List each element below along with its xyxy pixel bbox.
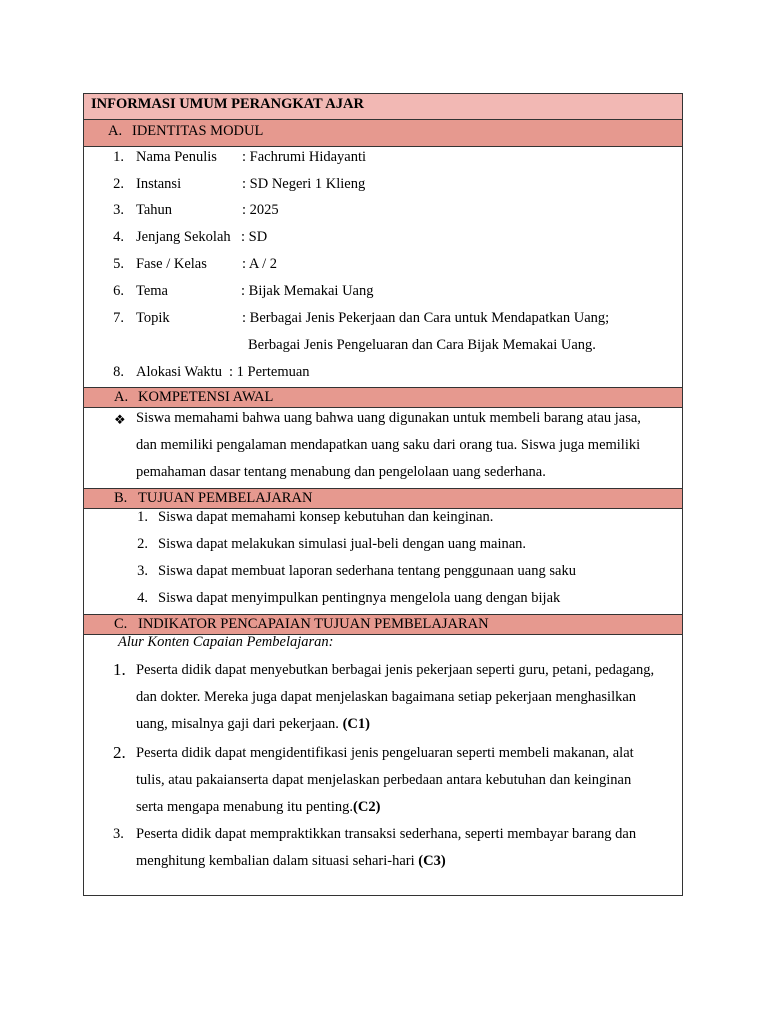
- item-value: : Berbagai Jenis Pekerjaan dan Cara untuk Mendapatkan Uang;: [242, 310, 610, 326]
- item-label: Instansi: [136, 176, 182, 192]
- kompetensi-line: pemahaman dasar tentang menabung dan pengelolaan uang sederhana.: [136, 464, 546, 480]
- indikator-line: Peserta didik dapat mempraktikkan transaksi sederhana, seperti membayar barang dan: [136, 826, 637, 842]
- item-number: 3.: [137, 563, 148, 579]
- item-number: 3.: [113, 202, 124, 218]
- section-title: KOMPETENSI AWAL: [138, 389, 274, 405]
- item-number: 8.: [113, 364, 124, 380]
- item-value: : SD: [241, 229, 268, 245]
- item-value: : 1 Pertemuan: [229, 364, 310, 380]
- section-title: IDENTITAS MODUL: [132, 123, 264, 139]
- indikator-code: (C2): [353, 799, 381, 815]
- table-title: INFORMASI UMUM PERANGKAT AJAR: [91, 96, 364, 112]
- identitas-row-continuation: [84, 335, 684, 362]
- indikator-line: dan dokter. Mereka juga dapat menjelaskan bagaimana setiap pekerjaan menghasilkan: [136, 689, 637, 705]
- item-text: Siswa dapat membuat laporan sederhana tentang penggunaan uang saku: [158, 563, 576, 579]
- kompetensi-line: dan memiliki pengalaman mendapatkan uang saku dari orang tua. Siswa juga memiliki: [136, 437, 641, 453]
- item-value: : Bijak Memakai Uang: [241, 283, 374, 299]
- item-number: 4.: [137, 590, 148, 606]
- identitas-row: [84, 200, 684, 227]
- section-identitas-header: [84, 120, 682, 147]
- item-number: 3.: [113, 826, 124, 842]
- item-value: : SD Negeri 1 Klieng: [242, 176, 366, 192]
- indikator-text: uang, misalnya gaji dari pekerjaan.: [136, 716, 343, 732]
- item-number: 4.: [113, 229, 124, 245]
- indikator-line: tulis, atau pakaianserta dapat menjelaskan perbedaan antara kebutuhan dan keinginan: [136, 772, 632, 788]
- item-number: 2.: [137, 536, 148, 552]
- item-number: 1.: [137, 509, 148, 525]
- indikator-code: (C1): [342, 716, 370, 732]
- item-text: Siswa dapat memahami konsep kebutuhan dan keinginan.: [158, 509, 494, 525]
- item-label: Alokasi Waktu: [136, 364, 222, 380]
- indikator-code: (C3): [418, 853, 446, 869]
- item-number: 1.: [113, 149, 124, 165]
- section-kompetensi-header: [84, 387, 682, 408]
- item-number: 5.: [113, 256, 124, 272]
- identitas-row: [84, 281, 684, 308]
- item-text: Siswa dapat menyimpulkan pentingnya mengelola uang dengan bijak: [158, 590, 561, 606]
- item-number: 2.: [113, 743, 126, 762]
- indikator-line: [136, 716, 370, 733]
- section-letter: C.: [114, 616, 128, 632]
- section-letter: A.: [114, 389, 129, 405]
- table-title-row: [84, 94, 682, 120]
- module-info-table: [83, 93, 683, 896]
- indikator-line: [136, 799, 380, 816]
- item-label: Topik: [136, 310, 170, 326]
- indikator-line: Peserta didik dapat menyebutkan berbagai jenis pekerjaan seperti guru, petani, pedagang,: [136, 662, 655, 678]
- item-value: : 2025: [242, 202, 279, 218]
- diamond-bullet-icon: ❖: [114, 412, 126, 427]
- item-label: Fase / Kelas: [136, 256, 207, 272]
- item-label: Tahun: [136, 202, 173, 218]
- indikator-text: menghitung kembalian dalam situasi sehari-hari: [136, 853, 419, 869]
- section-title: INDIKATOR PENCAPAIAN TUJUAN PEMBELAJARAN: [138, 616, 489, 632]
- item-number: 6.: [113, 283, 124, 299]
- item-label: Jenjang Sekolah: [136, 229, 231, 245]
- indikator-line: [136, 853, 446, 870]
- identitas-row: [84, 227, 684, 254]
- section-letter: B.: [114, 490, 128, 506]
- item-number: 7.: [113, 310, 124, 326]
- item-number: 1.: [113, 660, 126, 679]
- indikator-text: serta mengapa menabung itu penting.: [136, 799, 354, 815]
- identitas-row: [84, 254, 684, 281]
- section-letter: A.: [108, 123, 123, 139]
- kompetensi-line: Siswa memahami bahwa uang bahwa uang digunakan untuk membeli barang atau jasa,: [136, 410, 641, 426]
- identitas-row: [84, 174, 684, 201]
- section-indikator-header: [84, 614, 682, 635]
- section-tujuan-header: [84, 488, 682, 509]
- item-value: : A / 2: [242, 256, 278, 272]
- item-text: Siswa dapat melakukan simulasi jual-beli dengan uang mainan.: [158, 536, 527, 552]
- identitas-row: [84, 362, 684, 387]
- item-number: 2.: [113, 176, 124, 192]
- indikator-line: Peserta didik dapat mengidentifikasi jenis pengeluaran seperti membeli makanan, alat: [136, 745, 634, 761]
- identitas-row: [84, 308, 684, 335]
- item-value: : Fachrumi Hidayanti: [242, 149, 367, 165]
- item-label: Nama Penulis: [136, 149, 217, 165]
- section-title: TUJUAN PEMBELAJARAN: [138, 490, 313, 506]
- item-value: Berbagai Jenis Pengeluaran dan Cara Bijak Memakai Uang.: [248, 337, 596, 353]
- item-label: Tema: [136, 283, 168, 299]
- indikator-subtitle: Alur Konten Capaian Pembelajaran:: [118, 634, 334, 650]
- identitas-row: [84, 147, 684, 174]
